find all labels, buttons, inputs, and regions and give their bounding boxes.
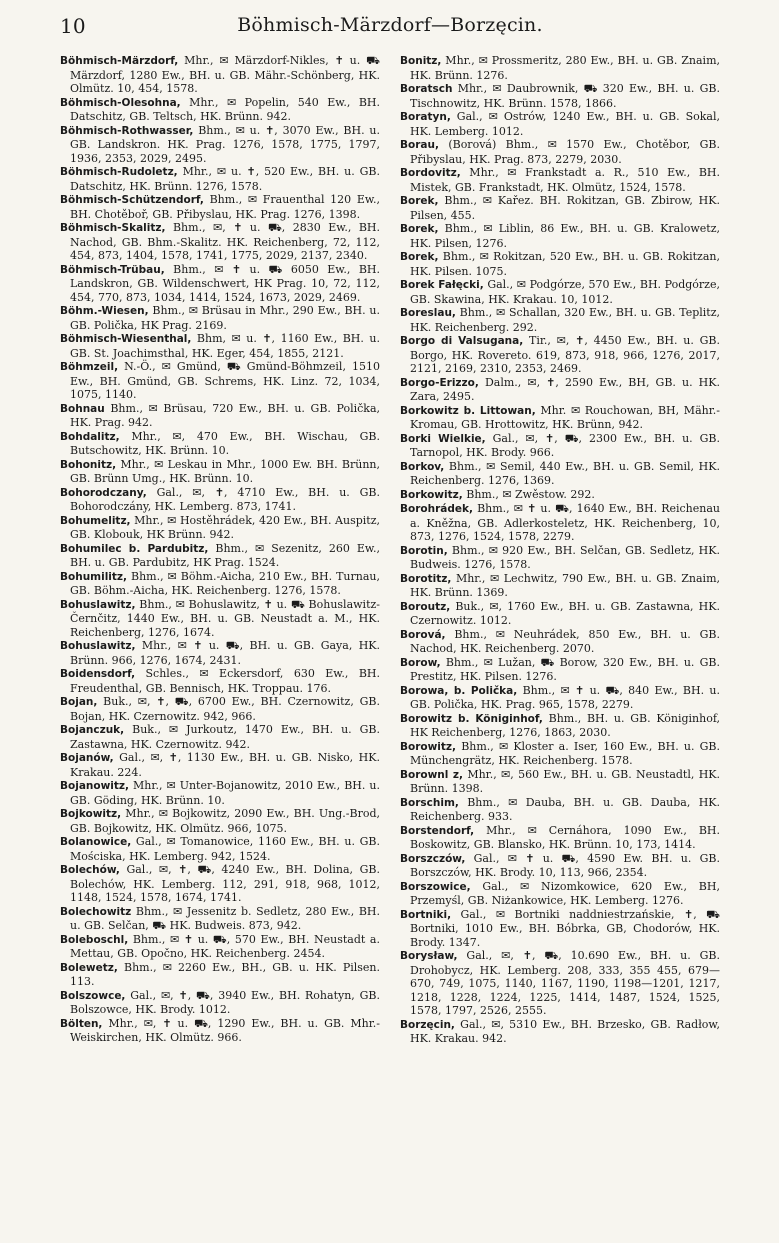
directory-entry: [60, 570, 380, 598]
directory-entry: [400, 600, 720, 628]
entry-headword: Borszowice,: [400, 880, 471, 893]
entry-details: Mhr., ✉ Unter-Bojanowitz, 2010 Ew., BH. u. GB. Göding, HK. Brünn. 10.: [70, 779, 380, 807]
right-column: [400, 54, 720, 1224]
directory-entry: [400, 460, 720, 488]
entry-headword: Borkov,: [400, 460, 445, 473]
entry-details: Gal., ✉ Tomanowice, 1160 Ew., BH. u. GB. Mościska, HK. Lemberg. 942, 1524.: [70, 835, 380, 863]
entry-headword: Borzęcin,: [400, 1018, 455, 1031]
directory-entry: [60, 863, 380, 905]
entry-headword: Bohumilitz,: [60, 570, 128, 583]
directory-entry: [60, 779, 380, 807]
entry-headword: Borek,: [400, 195, 439, 207]
directory-entry: [60, 221, 380, 263]
directory-entry: [60, 1017, 380, 1045]
entry-details: Gal., ✉ ✝ u. ⛟, 4590 Ew. BH. u. GB. Borszczów, HK. Brody. 10, 113, 966, 2354.: [410, 851, 720, 879]
entry-details: Bhm., ✉ u. ✝, 3070 Ew., BH. u. GB. Landskron. HK. Prag. 1276, 1578, 1775, 1797, 1936, 2353, 2029, 2495.: [70, 123, 380, 165]
page-header: [60, 8, 720, 42]
directory-entry: [400, 138, 720, 166]
entry-details: Gal., ✉ Bortniki naddniestrzańskie, ✝, ⛟ Bortniki, 1010 Ew., BH. Bóbrka, GB, Chodorów, HK. Brody. 1347.: [410, 907, 720, 949]
directory-entry: [400, 404, 720, 432]
entry-details: Bhm., ✉ 2260 Ew., BH., GB. u. HK. Pilsen. 113.: [70, 960, 380, 988]
directory-entry: [400, 194, 720, 222]
entry-details: Bhm., ✉ Brüsau, 720 Ew., BH. u. GB. Polička, HK. Prag. 942.: [70, 401, 380, 429]
entry-headword: Borek,: [400, 251, 439, 263]
entry-details: Gal., ✉, ✝, 4710 Ew., BH. u. GB. Bohorodczány, HK. Lemberg. 873, 1741.: [70, 485, 380, 513]
entry-headword: Bohuslawitz,: [60, 640, 136, 652]
directory-entry: [60, 263, 380, 305]
directory-entry: [60, 542, 380, 570]
entry-headword: Böhm.-Wiesen,: [60, 305, 149, 317]
entry-headword: Boleboschl,: [60, 933, 129, 946]
entry-details: Bhm., ✉ Dauba, BH. u. GB. Dauba, HK. Reichenberg. 933.: [410, 795, 720, 823]
entry-headword: Borek Fałęcki,: [400, 279, 484, 291]
entry-details: Buk., ✉, ✝, ⛟, 6700 Ew., BH. Czernowitz, GB. Bojan, HK. Czernowitz. 942, 966.: [70, 695, 380, 723]
entry-details: Mhr., ✉, ✝ u. ⛟, 1290 Ew., BH. u. GB. Mhr.-Weiskirchen, HK. Olmütz. 966.: [70, 1016, 380, 1044]
entry-headword: Borek,: [400, 223, 439, 235]
entry-details: Bhm., ✉ Bohuslawitz, ✝ u. ⛟ Bohuslawitz-Černčitz, 1440 Ew., BH. u. GB. Neustadt a. M., HK. Reichenberg, 1276, 1674.: [70, 597, 380, 639]
entry-headword: Bolechowitz: [60, 905, 132, 918]
entry-details: Mhr., ✉ Popelin, 540 Ew., BH. Datschitz, GB. Teltsch, HK. Brünn. 942.: [70, 95, 380, 123]
entry-details: Gal., ✉, ✝, ⛟, 10.690 Ew., BH. u. GB. Drohobycz, HK. Lemberg. 208, 333, 355 455, 679—670, 749, 1075, 1140, 1167, 1190, 1198—1201, 1217, 1218, 1228, 1224, 1225, 1414, 1487, 1524, 1525, 1578, 1797, 2526, 2555.: [410, 949, 720, 1017]
entry-headword: Bordovitz,: [400, 167, 461, 179]
entry-details: Gal., ✉, ✝, 1130 Ew., BH. u. GB. Nisko, HK. Krakau. 224.: [70, 751, 380, 779]
entry-headword: Borki Wielkie,: [400, 432, 486, 445]
directory-entry: [60, 751, 380, 779]
entry-headword: Bolechów,: [60, 864, 120, 876]
entry-details: Mhr., ✉, 470 Ew., BH. Wischau, GB. Butschowitz, HK. Brünn. 10.: [70, 429, 380, 457]
directory-entry: [400, 1018, 720, 1046]
entry-details: Bhm., ✉ Kařez. BH. Rokitzan, GB. Zbirow, HK. Pilsen, 455.: [410, 194, 720, 222]
directory-entry: [400, 54, 720, 82]
directory-entry: [60, 639, 380, 667]
directory-entry: [400, 222, 720, 250]
entry-headword: Boroutz,: [400, 600, 451, 613]
entry-details: Bhm., ✉ Böhm.-Aicha, 210 Ew., BH. Turnau, GB. Böhm.-Aicha, HK. Reichenberg. 1276, 1578.: [70, 569, 380, 597]
entry-headword: Borowitz b. Königinhof,: [400, 712, 543, 725]
directory-entry: [400, 502, 720, 544]
directory-entry: [400, 768, 720, 796]
directory-entry: [400, 334, 720, 376]
entry-details: N.-Ö., ✉ Gmünd, ⛟ Gmünd-Böhmzeil, 1510 Ew., BH. Gmünd, GB. Schrems, HK. Linz. 72, 1034, 1075, 1140.: [70, 360, 380, 401]
entry-details: Bhm., ✉ Zwěstow. 292.: [462, 487, 595, 501]
entry-headword: Bohuslawitz,: [60, 598, 136, 611]
directory-entry: [60, 430, 380, 458]
entry-details: Gal., ✉, 5310 Ew., BH. Brzesko, GB. Radłow, HK. Krakau. 942.: [410, 1017, 720, 1045]
entry-details: Mhr., ✉ Leskau in Mhr., 1000 Ew. BH. Brünn, GB. Brünn Umg., HK. Brünn. 10.: [70, 457, 380, 485]
entry-headword: Borotin,: [400, 544, 448, 557]
entry-details: Bhm., ✉ 920 Ew., BH. Selčan, GB. Sedletz, HK. Budweis. 1276, 1578.: [410, 543, 720, 571]
directory-entry: [400, 250, 720, 278]
entry-details: Bhm., ✉ Jessenitz b. Sedletz, 280 Ew., BH. u. GB. Selčan, ⛟ HK. Budweis. 873, 942.: [70, 904, 380, 932]
entry-details: Bhm., BH. u. GB. Königinhof, HK Reichenberg, 1276, 1863, 2030.: [410, 711, 720, 739]
entry-headword: Böhmisch-Schützendorf,: [60, 194, 204, 206]
directory-entry: [400, 852, 720, 880]
directory-entry: [400, 432, 720, 460]
entry-details: Gal., ✉ Ostrów, 1240 Ew., BH. u. GB. Sokal, HK. Lemberg. 1012.: [410, 110, 720, 138]
entry-headword: Borohrádek,: [400, 503, 473, 515]
entry-details: Gal., ✉, ✝, ⛟, 3940 Ew., BH. Rohatyn, GB. Bolszowce, HK. Brody. 1012.: [70, 988, 380, 1016]
entry-details: Bhm., ✉ Liblin, 86 Ew., BH. u. GB. Kralowetz, HK. Pilsen, 1276.: [410, 222, 720, 250]
entry-headword: Böhmisch-Märzdorf,: [60, 55, 179, 67]
directory-entry: [400, 684, 720, 712]
entry-details: Buk., ✉ Jurkoutz, 1470 Ew., BH. u. GB. Zastawna, HK. Czernowitz. 942.: [70, 723, 380, 751]
directory-entry: [60, 96, 380, 124]
directory-entry: [400, 949, 720, 1018]
entry-headword: Bohonitz,: [60, 458, 117, 471]
directory-entry: [60, 360, 380, 402]
entry-details: Bhm., ✉ Rokitzan, 520 Ew., BH. u. GB. Rokitzan, HK. Pilsen. 1075.: [410, 250, 720, 278]
entry-headword: Bojanowitz,: [60, 780, 130, 792]
directory-entry: [400, 376, 720, 404]
entry-details: Bhm., ✉ Frauenthal 120 Ew., BH. Chotěboř, GB. Přibyslau, HK. Prag. 1276, 1398.: [70, 193, 380, 221]
entry-headword: Bojanczuk,: [60, 724, 125, 736]
entry-details: Tir., ✉, ✝, 4450 Ew., BH. u. GB. Borgo, HK. Rovereto. 619, 873, 918, 966, 1276, 2017, 2121, 2169, 2310, 2353, 2469.: [410, 334, 720, 375]
directory-entry: [60, 54, 380, 96]
entry-details: Mhr., ✉ Cernáhora, 1090 Ew., BH. Boskowitz, GB. Blansko, HK. Brünn. 10, 173, 1414.: [410, 823, 720, 851]
entry-details: Mhr., ✉ Bojkowitz, 2090 Ew., BH. Ung.-Brod, GB. Bojkowitz, HK. Olmütz. 966, 1075.: [70, 807, 380, 835]
directory-entry: [60, 304, 380, 332]
entry-headword: Boratyn,: [400, 111, 451, 123]
entry-headword: Bohumilec b. Pardubitz,: [60, 542, 209, 555]
entry-details: Bhm., ✉ Brüsau in Mhr., 290 Ew., BH. u. GB. Polička, HK Prag. 2169.: [70, 304, 380, 332]
entry-details: Mhr., ✉ Prossmeritz, 280 Ew., BH. u. GB. Znaim, HK. Brünn. 1276.: [410, 54, 720, 82]
directory-entry: [400, 572, 720, 600]
directory-entry: [400, 82, 720, 110]
entry-details: Mhr., ✉ Lechwitz, 790 Ew., BH. u. GB. Znaim, HK. Brünn. 1369.: [410, 571, 720, 599]
entry-details: Mhr., ✉ Hostěhrádek, 420 Ew., BH. Auspitz, GB. Klobouk, HK Brünn. 942.: [70, 513, 380, 541]
directory-entry: [400, 544, 720, 572]
entry-headword: Borkowitz b. Littowan,: [400, 404, 536, 417]
entry-details: Bhm., ✉ ✝ u. ⛟, 1640 Ew., BH. Reichenau a. Kněžna, GB. Adlerkosteletz, HK. Reichenberg, 10, 873, 1276, 1524, 1578, 2279.: [410, 502, 720, 543]
entry-headword: Bolszowce,: [60, 989, 126, 1002]
entry-headword: Borotitz,: [400, 572, 452, 585]
entry-headword: Boratsch: [400, 83, 453, 95]
entry-details: Gal., ✉ Podgórze, 570 Ew., BH. Podgórze, GB. Skawina, HK. Krakau. 10, 1012.: [410, 278, 720, 306]
entry-details: Bhm., ✉ Lužan, ⛟ Borow, 320 Ew., BH. u. GB. Prestitz, HK. Pilsen. 1276.: [410, 655, 720, 683]
entry-headword: Böhmisch-Rothwasser,: [60, 124, 194, 137]
entry-headword: Borysław,: [400, 950, 458, 962]
directory-entry: [400, 306, 720, 334]
entry-headword: Borgo di Valsugana,: [400, 335, 524, 347]
directory-entry: [60, 458, 380, 486]
entry-headword: Bohorodczany,: [60, 486, 147, 499]
directory-entry: [60, 835, 380, 863]
directory-entry: [400, 740, 720, 768]
directory-entry: [400, 824, 720, 852]
entry-details: Bhm., ✉, ✝ u. ⛟, 2830 Ew., BH. Nachod, GB. Bhm.-Skalitz. HK. Reichenberg, 72, 112, 454, 873, 1404, 1578, 1741, 1775, 2029, 2137, 2340.: [70, 221, 380, 262]
directory-entry: [400, 110, 720, 138]
entry-headword: Boidensdorf,: [60, 668, 136, 680]
entry-headword: Borau,: [400, 139, 439, 151]
entry-headword: Borová,: [400, 628, 446, 641]
entry-details: (Borová) Bhm., ✉ 1570 Ew., Chotěbor, GB. Přibyslau, HK. Prag. 873, 2279, 2030.: [410, 138, 720, 166]
page-title: Böhmisch-Märzdorf—Borzęcin.: [237, 14, 543, 36]
left-column: [60, 54, 380, 1224]
entry-details: Mhr., ✉ Daubrownik, ⛟ 320 Ew., BH. u. GB. Tischnowitz, HK. Brünn. 1578, 1866.: [410, 82, 720, 110]
entry-headword: Borgo-Erizzo,: [400, 376, 479, 389]
entry-headword: Borkowitz,: [400, 488, 463, 501]
directory-entry: [60, 598, 380, 640]
directory-entry: [60, 905, 380, 933]
entry-details: Bhm., ✉ Sezenitz, 260 Ew., BH. u. GB. Pardubitz, HK Prag. 1524.: [70, 541, 380, 569]
entry-details: Mhr., ✉ u. ✝, 520 Ew., BH. u. GB. Datschitz, HK. Brünn. 1276, 1578.: [70, 165, 380, 193]
directory-entry: [400, 880, 720, 908]
entry-columns: [60, 54, 720, 1224]
entry-details: Schles., ✉ Eckersdorf, 630 Ew., BH. Freudenthal, GB. Bennisch, HK. Troppau. 176.: [70, 667, 380, 695]
entry-headword: Bonitz,: [400, 55, 442, 67]
entry-details: Gal., ✉, ✝, ⛟, 4240 Ew., BH. Dolina, GB. Bolechów, HK. Lemberg. 112, 291, 918, 968, 1012, 1148, 1524, 1578, 1674, 1741.: [70, 863, 380, 904]
directory-entry: [60, 514, 380, 542]
entry-details: Bhm., ✉ Schallan, 320 Ew., BH. u. GB. Teplitz, HK. Reichenberg. 292.: [410, 306, 720, 334]
directory-entry: [60, 989, 380, 1017]
directory-entry: [400, 628, 720, 656]
entry-details: Bhm., ✉ Semil, 440 Ew., BH. u. GB. Semil, HK. Reichenberg. 1276, 1369.: [410, 459, 720, 487]
entry-details: Bhm., ✉ ✝ u. ⛟ 6050 Ew., BH. Landskron, GB. Wildenschwert, HK Prag. 10, 72, 112, 454, 770, 873, 1034, 1414, 1524, 1673, 2029, 2469.: [70, 262, 380, 304]
entry-details: Mhr. ✉ Rouchowan, BH, Mähr.-Kromau, GB. Hrottowitz, HK. Brünn, 942.: [410, 403, 720, 431]
directory-entry: [60, 723, 380, 751]
entry-details: Dalm., ✉, ✝, 2590 Ew., BH, GB. u. HK. Zara, 2495.: [410, 375, 720, 403]
entry-headword: Borschim,: [400, 796, 459, 809]
entry-headword: Bortniki,: [400, 908, 452, 921]
entry-headword: Bolanowice,: [60, 836, 132, 848]
entry-headword: Borowitz,: [400, 740, 457, 753]
directory-entry: [400, 656, 720, 684]
entry-details: Bhm., ✉ ✝ u. ⛟, 840 Ew., BH. u. GB. Polička, HK. Prag. 965, 1578, 2279.: [410, 683, 720, 711]
entry-headword: Bohnau: [60, 402, 105, 415]
directory-entry: [60, 807, 380, 835]
entry-headword: Böhmisch-Trübau,: [60, 263, 165, 276]
directory-entry: [400, 166, 720, 194]
entry-headword: Böhmisch-Olesohna,: [60, 96, 181, 109]
entry-headword: Boreslau,: [400, 307, 456, 319]
page-number: 10: [60, 14, 86, 38]
entry-details: Mhr., ✉ ✝ u. ⛟, BH. u. GB. Gaya, HK. Brünn. 966, 1276, 1674, 2431.: [70, 639, 380, 667]
entry-details: Gal., ✉ Nizomkowice, 620 Ew., BH, Przemyśl, GB. Niżankowice, HK. Lemberg. 1276.: [410, 879, 720, 907]
entry-details: Bhm., ✉ Kloster a. Iser, 160 Ew., BH. u. GB. Münchengrätz, HK. Reichenberg. 1578.: [410, 739, 720, 767]
entry-headword: Bohdalitz,: [60, 430, 120, 443]
entry-headword: Bolewetz,: [60, 961, 118, 974]
directory-entry: [400, 796, 720, 824]
entry-details: Mhr., ✉, 560 Ew., BH. u. GB. Neustadtl, HK. Brünn. 1398.: [410, 767, 720, 795]
directory-entry: [60, 332, 380, 360]
directory-entry: [60, 486, 380, 514]
entry-details: Gal., ✉, ✝, ⛟, 2300 Ew., BH. u. GB. Tarnopol, HK. Brody. 966.: [410, 431, 720, 459]
entry-headword: Borownl z,: [400, 768, 463, 781]
entry-headword: Bölten,: [60, 1017, 103, 1030]
directory-entry: [400, 908, 720, 950]
entry-headword: Borszczów,: [400, 852, 466, 865]
entry-details: Bhm, ✉ u. ✝, 1160 Ew., BH. u. GB. St. Joachimsthal, HK. Eger, 454, 1855, 2121.: [70, 332, 380, 360]
directory-entry: [400, 278, 720, 306]
directory-entry: [60, 961, 380, 989]
directory-entry: [400, 712, 720, 740]
entry-details: Bhm., ✉ ✝ u. ⛟, 570 Ew., BH. Neustadt a. Mettau, GB. Opočno, HK. Reichenberg. 2454.: [70, 932, 380, 960]
entry-headword: Borstendorf,: [400, 824, 475, 837]
directory-entry: [60, 165, 380, 193]
directory-entry: [60, 695, 380, 723]
entry-details: Buk., ✉, 1760 Ew., BH. u. GB. Zastawna, HK. Czernowitz. 1012.: [410, 599, 720, 627]
directory-entry: [400, 488, 720, 503]
directory-entry: [60, 933, 380, 961]
entry-details: Mhr., ✉ Frankstadt a. R., 510 Ew., BH. Mistek, GB. Frankstadt, HK. Olmütz, 1524, 1578.: [410, 166, 720, 194]
entry-headword: Bohumelitz,: [60, 514, 131, 527]
entry-headword: Böhmisch-Wiesenthal,: [60, 333, 192, 345]
entry-details: Bhm., ✉ Neuhrádek, 850 Ew., BH. u. GB. Nachod, HK. Reichenberg. 2070.: [410, 627, 720, 655]
directory-entry: [60, 124, 380, 166]
directory-entry: [60, 193, 380, 221]
entry-headword: Bojkowitz,: [60, 808, 122, 820]
directory-entry: [60, 402, 380, 430]
entry-headword: Böhmisch-Skalitz,: [60, 222, 166, 234]
entry-headword: Böhmisch-Rudoletz,: [60, 166, 178, 178]
entry-details: Mhr., ✉ Märzdorf-Nikles, ✝ u. ⛟ Märzdorf, 1280 Ew., BH. u. GB. Mähr.-Schönberg, HK. Olmütz. 10, 454, 1578.: [70, 54, 380, 95]
directory-entry: [60, 667, 380, 695]
entry-headword: Borowa, b. Polička,: [400, 684, 518, 697]
entry-headword: Bojan,: [60, 696, 98, 708]
entry-headword: Bojanów,: [60, 752, 114, 764]
entry-headword: Böhmzeil,: [60, 361, 119, 373]
entry-headword: Borow,: [400, 656, 441, 669]
